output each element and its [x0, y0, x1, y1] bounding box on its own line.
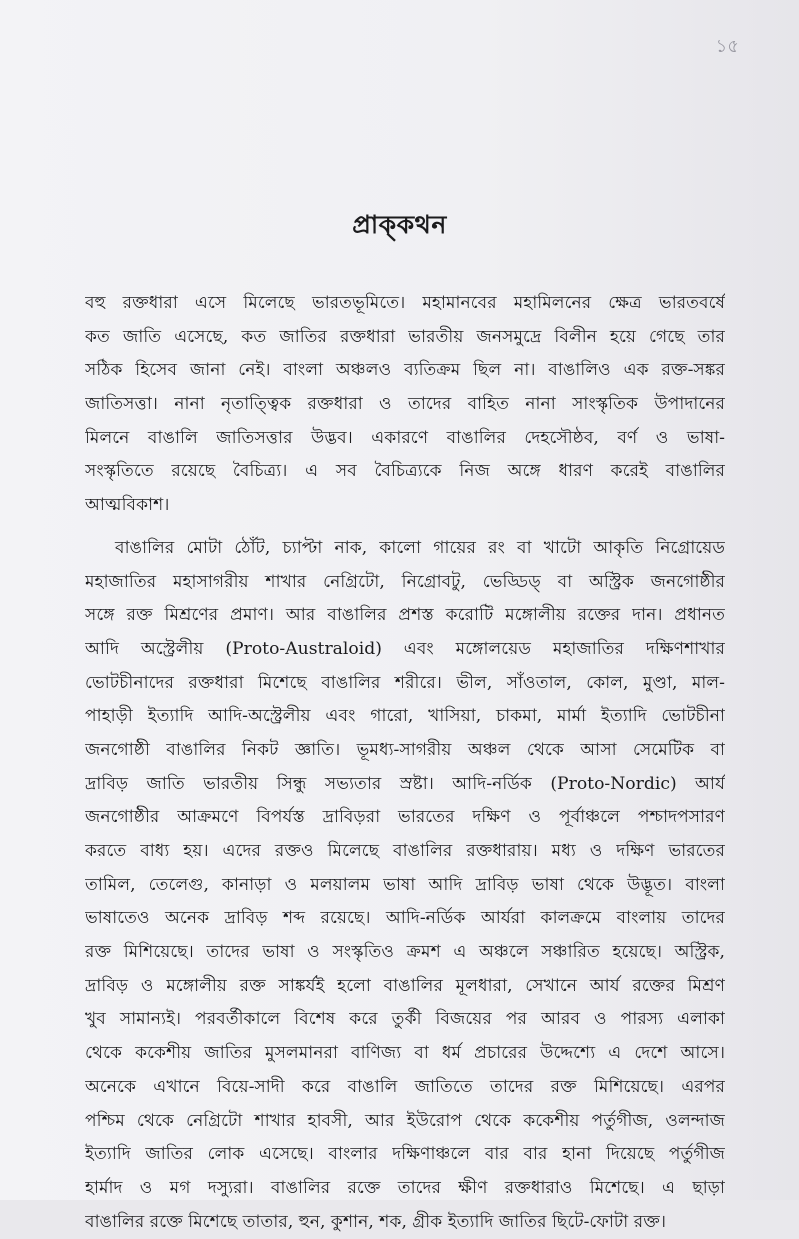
page-number: ১৫	[715, 36, 739, 57]
body-text	[85, 287, 725, 1239]
text-line: হার্মাদ ও মগ দস্যুরা। বাঙালির রক্তে তাদের ক্ষীণ রক্তধারাও মিশেছে। এ ছাড়া	[85, 1177, 725, 1198]
text-line: ভোটচীনাদের রক্তধারা মিশেছে বাঙালির শরীরে। ভীল, সাঁওতাল, কোল, মুণ্ডা, মাল-	[85, 672, 725, 693]
text-line: রক্ত মিশিয়েছে। তাদের ভাষা ও সংস্কৃতিও ক্রমশ এ অঞ্চলে সঞ্চারিত হয়েছে। অস্ট্রিক,	[85, 942, 725, 963]
paragraph-2	[85, 532, 725, 1239]
text-line: সঙ্গে রক্ত মিশ্রণের প্রমাণ। আর বাঙালির প্রশস্ত করোটি মঙ্গোলীয় রক্তের দান। প্রধানত	[85, 605, 725, 626]
text-line: পাহাড়ী ইত্যাদি আদি-অস্ট্রেলীয় এবং গারো, খাসিয়া, চাকমা, মার্মা ইত্যাদি ভোটচীনা	[85, 706, 725, 727]
text-line: জাতিসত্তা। নানা নৃতাত্ত্বিক রক্তধারা ও তাদের বাহিত নানা সাংস্কৃতিক উপাদানের	[85, 394, 725, 415]
text-line: পশ্চিম থেকে নেগ্রিটো শাখার হাবসী, আর ইউরোপ থেকে ককেশীয় পর্তুগীজ, ওলন্দাজ	[85, 1110, 725, 1131]
text-line: আত্মবিকাশ।	[85, 495, 170, 516]
text-line: খুব সামান্যই। পরবর্তীকালে বিশেষ করে তুর্কী বিজয়ের পর আরব ও পারস্য এলাকা	[85, 1009, 725, 1030]
text-line: অনেকে এখানে বিয়ে-সাদী করে বাঙালি জাতিতে তাদের রক্ত মিশিয়েছে। এরপর	[85, 1076, 725, 1097]
text-line: ইত্যাদি জাতির লোক এসেছে। বাংলার দক্ষিণাঞ্চলে বার বার হানা দিয়েছে পর্তুগীজ	[85, 1144, 725, 1165]
text-line: দ্রাবিড় ও মঙ্গোলীয় রক্ত সাঙ্কর্যই হলো বাঙালির মূলধারা, সেখানে আর্য রক্তের মিশ্রণ	[85, 975, 725, 996]
text-line: বাঙালির মোটা ঠোঁট, চ্যাপ্টা নাক, কালো গায়ের রং বা খাটো আকৃতি নিগ্রোয়েড	[115, 537, 725, 558]
text-line: দ্রাবিড় জাতি ভারতীয় সিন্ধু সভ্যতার স্রষ্টা। আদি-নর্ডিক (Proto-Nordic) আর্য	[85, 773, 725, 794]
text-line: আদি অস্ট্রেলীয় (Proto-Australoid) এবং মঙ্গোলয়েড মহাজাতির দক্ষিণশাখার	[85, 638, 725, 659]
text-line: তামিল, তেলেগু, কানাড়া ও মলয়ালম ভাষা আদি দ্রাবিড় ভাষা থেকে উদ্ভূত। বাংলা	[85, 874, 725, 895]
text-line: মহাজাতির মহাসাগরীয় শাখার নেগ্রিটো, নিগ্রোবটু, ভেড্ডিড্‌ বা অস্ট্রিক জনগোষ্ঠীর	[85, 571, 725, 592]
text-line: বাঙালির রক্তে মিশেছে তাতার, হুন, কুশান, শক, গ্রীক ইত্যাদি জাতির ছিটে-ফোটা রক্ত।	[85, 1211, 667, 1232]
text-line: সঠিক হিসেব জানা নেই। বাংলা অঞ্চলও ব্যতিক্রম ছিল না। বাঙালিও এক রক্ত-সঙ্কর	[85, 360, 725, 381]
text-line: থেকে ককেশীয় জাতির মুসলমানরা বাণিজ্য বা ধর্ম প্রচারের উদ্দেশ্যে এ দেশে আসে।	[85, 1043, 725, 1064]
text-line: সংস্কৃতিতে রয়েছে বৈচিত্র্য। এ সব বৈচিত্র্যকে নিজ অঙ্গে ধারণ করেই বাঙালির	[85, 461, 725, 482]
paragraph-1	[85, 287, 725, 523]
text-line: জনগোষ্ঠী বাঙালির নিকট জ্ঞাতি। ভূমধ্য-সাগরীয় অঞ্চল থেকে আসা সেমেটিক বা	[85, 739, 725, 760]
text-line: জনগোষ্ঠীর আক্রমণে বিপর্যস্ত দ্রাবিড়রা ভারতের দক্ষিণ ও পূর্বাঞ্চলে পশ্চাদপসারণ	[85, 807, 725, 828]
text-line: মিলনে বাঙালি জাতিসত্তার উদ্ভব। একারণে বাঙালির দেহসৌষ্ঠব, বর্ণ ও ভাষা-	[85, 427, 725, 448]
text-line: করতে বাধ্য হয়। এদের রক্তও মিলেছে বাঙালির রক্তধারায়। মধ্য ও দক্ষিণ ভারতের	[85, 841, 725, 861]
text-line: ভাষাতেও অনেক দ্রাবিড় শব্দ রয়েছে। আদি-নর্ডিক আর্যরা কালক্রমে বাংলায় তাদের	[85, 908, 725, 929]
text-line: বহু রক্তধারা এসে মিলেছে ভারতভূমিতে। মহামানবের মহামিলনের ক্ষেত্র ভারতবর্ষে	[85, 293, 725, 313]
chapter-title: প্রাক্‌কথন	[352, 210, 447, 239]
text-line: কত জাতি এসেছে, কত জাতির রক্তধারা ভারতীয় জনসমুদ্রে বিলীন হয়ে গেছে তার	[85, 326, 725, 347]
